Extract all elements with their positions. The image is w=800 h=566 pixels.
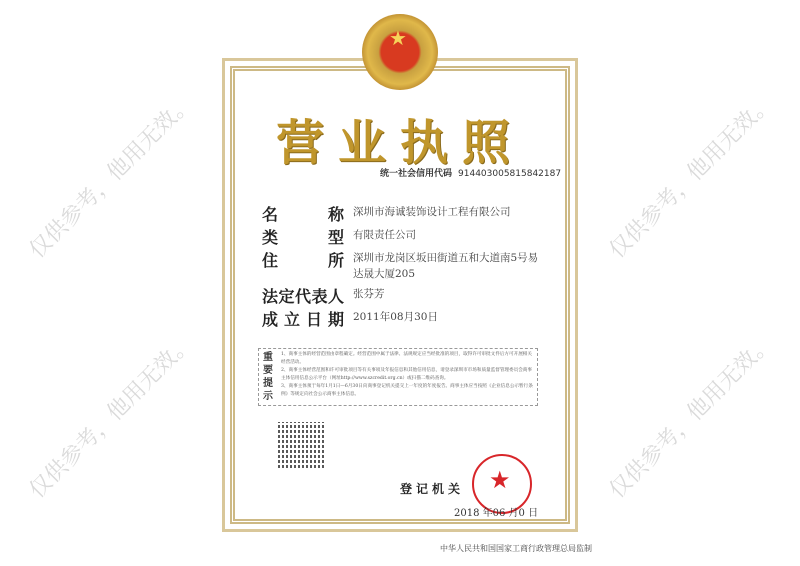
field-value: 张芬芳 — [353, 288, 385, 300]
field-type — [262, 225, 552, 248]
watermark: 仅供参考，他用无效。 — [24, 330, 199, 504]
seal-star-icon: ★ — [489, 466, 511, 494]
field-label: 法定代表人 — [262, 287, 344, 306]
credit-code-value: 914403005815842187 — [458, 169, 562, 179]
notes-text — [281, 351, 533, 403]
field-label: 类型 — [262, 228, 344, 247]
field-label: 成立日期 — [262, 310, 344, 329]
document-title: 营业执照 — [275, 115, 524, 171]
field-address — [262, 248, 552, 282]
field-legal-rep — [262, 284, 552, 307]
field-value: 2011年08月30日 — [353, 311, 438, 323]
note-item: 1、商事主体的经营范围由章程确定。经营范围中属于法律、法规规定应当经批准的项目，取得许可审批文件后方可开展相关经营活动。 — [281, 352, 532, 365]
note-item: 3、商事主体须于每年1月1日—6月30日向商事登记机关提交上一年度的年度报告。商事主体应当按照《企业信息公示暂行条例》等规定向社会公示商事主体信息。 — [281, 384, 533, 397]
issue-date: 2018 年06 月0 日 — [454, 508, 539, 519]
footer-issuer: 中华人民共和国国家工商行政管理总局监制 — [440, 544, 592, 553]
field-value: 深圳市龙岗区坂田街道五和大道南5号易达晟大厦205 — [353, 252, 539, 280]
watermark: 仅供参考，他用无效。 — [24, 90, 199, 264]
registration-authority-label: 登记机关 — [400, 482, 465, 496]
credit-code — [380, 166, 561, 179]
watermark: 仅供参考，他用无效。 — [604, 330, 779, 504]
credit-code-label: 统一社会信用代码 — [380, 169, 453, 179]
note-item: 2、商事主体经营范围和许可审批项目等有关事项及年报信息和其他信用信息，请登录深圳市市场和质量监督管理委员会商事主体信用信息公示平台（网址http://www.szcredit.org.cn）或扫描二维码查询。 — [281, 368, 532, 381]
field-name — [262, 202, 552, 225]
field-label: 名称 — [262, 205, 344, 224]
important-notes — [258, 348, 538, 406]
field-value: 有限责任公司 — [353, 229, 416, 241]
notes-heading: 重要提示 — [263, 352, 273, 402]
field-label: 住所 — [262, 251, 344, 270]
national-emblem-icon: ★ — [362, 14, 438, 90]
field-value: 深圳市海诚装饰设计工程有限公司 — [353, 206, 511, 218]
watermark: 仅供参考，他用无效。 — [604, 90, 779, 264]
qr-code — [278, 422, 326, 470]
field-established — [262, 307, 552, 330]
